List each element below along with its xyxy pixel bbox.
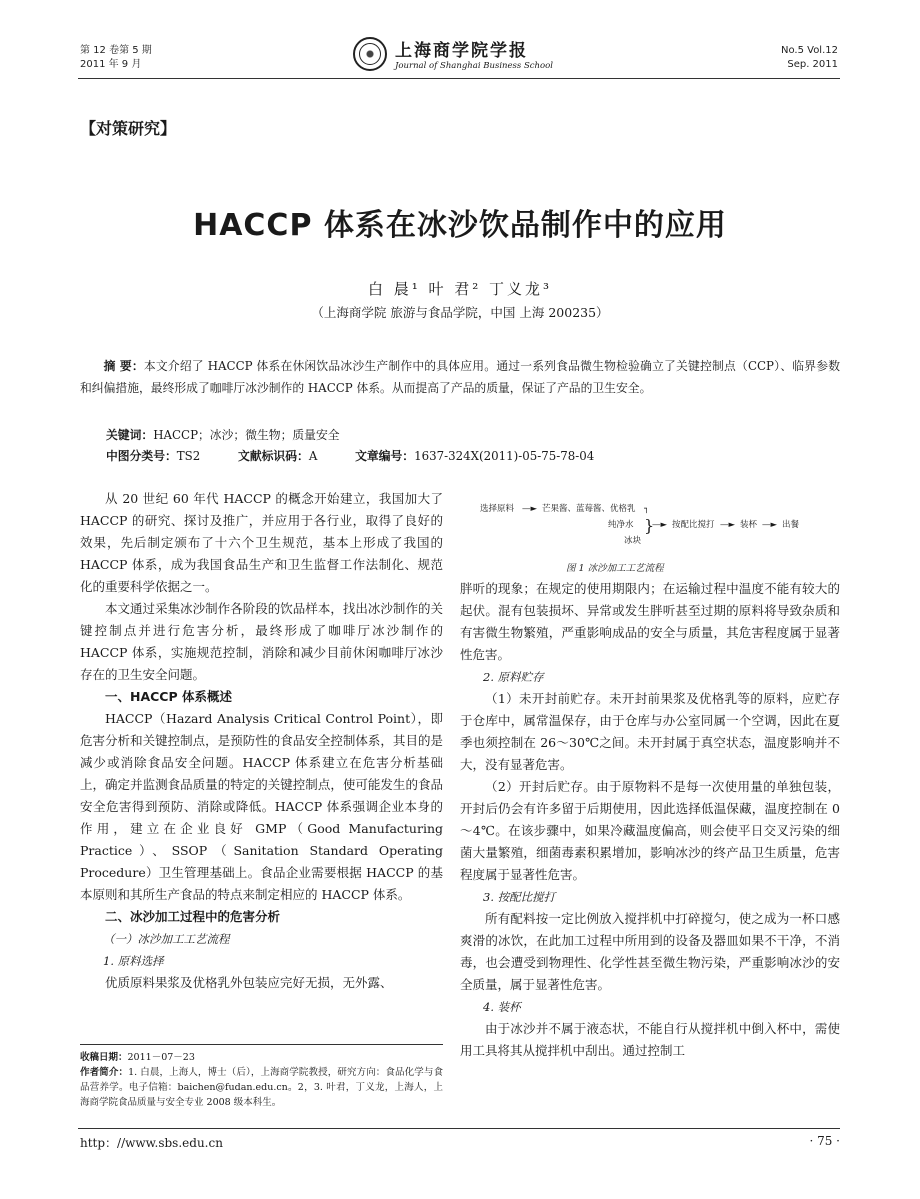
abstract-text: 本文介绍了 HACCP 体系在休闲饮品冰沙生产制作中的具体应用。通过一系列食品微生物检验确立了关键控制点（CCP）、临界参数和纠偏措施，最终形成了咖啡厅冰沙制作的 HACCP 体系。从而提高了产品的质量，保证了产品的卫生安全。 [80,359,840,395]
subsection-heading: （一）冰沙加工工艺流程 [103,932,230,946]
journal-name-cn: 上海商学院学报 [395,41,528,61]
header-rule [78,78,840,79]
flow-step-water: 纯净水 [608,520,634,530]
page-number: · 75 · [809,1134,840,1148]
keywords [106,424,340,446]
flow-step-sauces: 芒果酱、蓝莓酱、优格乳 [542,504,636,514]
article-title: HACCP 体系在冰沙饮品制作中的应用 [193,208,727,243]
author-list: 白 晨¹ 叶 君² 丁义龙³ [367,280,553,298]
doc-code-label: 文献标识码： [238,449,309,463]
step-heading-blending: 3. 按配比搅打 [483,890,556,904]
issue-number: No.5 Vol.12 [780,45,838,56]
flow-brace-icon: } [644,516,655,535]
date-line: 2011 年 9 月 [80,59,142,70]
flow-arrow-icon: —► [762,520,778,530]
flow-step-select-material: 选择原料 [480,504,515,514]
process-flowchart [480,502,840,554]
doc-code-value: A [308,449,318,463]
issue-info [781,44,838,72]
step-heading-material-selection: 1. 原料选择 [103,954,164,968]
flow-step-blend: 按配比搅打 [672,520,715,530]
intro-paragraph-1: 从 20 世纪 60 年代 HACCP 的概念开始建立，我国加大了 HACCP 的研究、探讨及推广，并应用于各行业，取得了良好的效果，先后制定颁布了十六个卫生规范，基本上形成了我国的 HACCP 体系，成为我国食品生产和卫生监督工作法制化、规范化的重要科学依据之一。 [80,491,443,594]
storage-opened-paragraph: （2）开封后贮存。由于原物料不是每一次使用量的单独包装，开封后仍会有许多留于后期使用，因此选择低温保藏，温度控制在 0～4℃。在该步骤中，如果冷藏温度偏高，则会使平日交叉污染的细菌大量繁殖，细菌毒素积累增加，影响冰沙的终产品卫生质量，危害程度属于显著性危害。 [460,779,840,882]
flow-arrow-icon: —► [522,504,538,514]
flow-arrow-icon: —► [720,520,736,530]
right-column [460,578,840,1062]
blending-paragraph: 所有配料按一定比例放入搅拌机中打碎搅匀，使之成为一杯口感爽滑的冰饮，在此加工过程中所用到的设备及器皿如果不干净，不消毒，也会遭受到物理性、化学性甚至微生物污染，严重影响冰沙的安全质量，属于显著性危害。 [460,911,840,992]
material-selection-continued: 胖听的现象；在规定的使用期限内；在运输过程中温度不能有较大的起伏。混有包装损坏、异常或发生胖听甚至过期的原料将导致杂质和有害微生物繁殖，严重影响成品的安全与质量，其危害程度属于显著性危害。 [460,581,840,662]
author-bio-label: 作者简介： [80,1067,129,1078]
flow-bracket-icon: ┐ [644,504,650,514]
footnote [80,1050,443,1110]
clc-value: TS2 [176,449,201,463]
author-bio: 1. 白晨，上海人，博士（后），上海商学院教授，研究方向：食品化学与食品营养学。电子信箱：baichen@fudan.edu.cn。2，3. 叶君，丁义龙，上海人，上海商学院食品质量与安全专业 2008 级本科生。 [80,1067,443,1108]
step-heading-storage: 2. 原料贮存 [483,670,544,684]
cup-paragraph: 由于冰沙并不属于液态状，不能自行从搅拌机中倒入杯中，需使用工具将其从搅拌机中刮出。通过控制工 [460,1021,840,1058]
footnote-rule [80,1044,443,1045]
article-number-value: 1637-324X(2011)-05-75-78-04 [414,449,595,463]
intro-paragraph-2: 本文通过采集冰沙制作各阶段的饮品样本，找出冰沙制作的关键控制点并进行危害分析，最终形成了咖啡厅冰沙制作的 HACCP 体系，实施规范控制，消除和减少目前休闲咖啡厅冰沙存在的卫生安全问题。 [80,601,443,682]
keywords-text: HACCP；冰沙；微生物；质量安全 [153,428,340,442]
section-heading-1: 一、HACCP 体系概述 [105,689,232,704]
classification [106,445,840,467]
affiliation: （上海商学院 旅游与食品学院，中国 上海 200235） [311,305,609,320]
journal-masthead [353,36,553,71]
volume-line: 第 12 卷第 5 期 [80,45,152,56]
received-date: 2011－07－23 [127,1052,195,1063]
journal-name-en: Journal of Shanghai Business School [395,61,553,71]
storage-unopened-paragraph: （1）未开封前贮存。未开封前果浆及优格乳等的原料，应贮存于仓库中，属常温保存，由于仓库与办公室同属一个空调，因此在夏季也须控制在 26～30℃之间。未开封属于真空状态，温度影响并不大，没有显著危害。 [460,691,840,772]
figure-caption: 图 1 冰沙加工工艺流程 [566,563,664,574]
left-column [80,488,443,994]
footer-rule [78,1128,840,1129]
flow-step-ice: 冰块 [624,536,642,546]
article-number-label: 文章编号： [355,449,415,463]
flow-arrow-icon: —► [652,520,668,530]
clc-label: 中图分类号： [106,449,177,463]
haccp-overview-paragraph: HACCP（Hazard Analysis Critical Control Point），即危害分析和关键控制点，是预防性的食品安全控制体系，其目的是减少或消除食品安全问题。HACCP 体系建立在危害分析基础上，确定并监测食品质量的特定的关键控制点，使可能发生的食品安全危害得到预防、消除或降低。HACCP 体系强调企业本身的作用，建立在企业良好 GMP（Good Manufacturing Practice）、SSOP（Sanitation Standard Operating Procedure）卫生管理基础上。食品企业需要根据 HACCP 的基本原则和其所生产食品的特点来制定相应的 HACCP 体系。 [80,711,443,902]
section-tag: 【对策研究】 [80,119,177,138]
keywords-label: 关键词： [106,428,154,442]
flow-step-cup: 装杯 [740,520,758,530]
volume-issue [80,44,152,72]
journal-url[interactable]: http：//www.sbs.edu.cn [80,1136,223,1150]
received-label: 收稿日期： [80,1052,128,1063]
issue-date: Sep. 2011 [787,59,838,70]
abstract [80,355,840,399]
journal-logo-icon [353,37,387,71]
section-heading-2: 二、冰沙加工过程中的危害分析 [105,909,281,924]
flow-step-serve: 出餐 [782,520,800,530]
material-selection-paragraph: 优质原料果浆及优格乳外包装应完好无损，无外露、 [105,975,393,990]
step-heading-cup: 4. 装杯 [483,1000,521,1014]
abstract-label: 摘 要： [103,359,144,373]
